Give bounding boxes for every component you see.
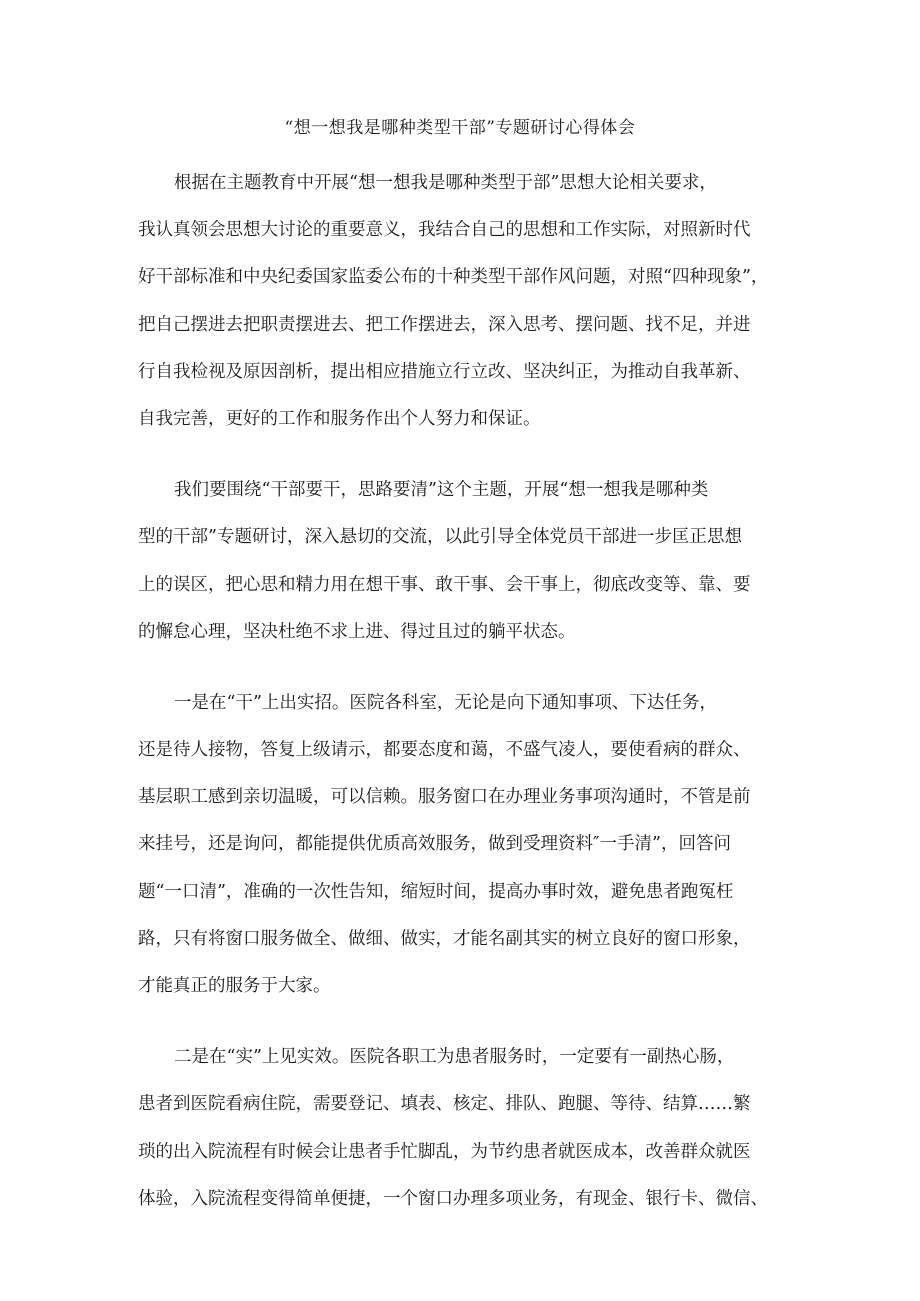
text-line: 体验，入院流程变得简单便捷，一个窗口办理多项业务，有现金、银行卡、微信、 — [138, 1188, 768, 1209]
text-line: 一是在“干”上出实招。医院各科室，无论是向下通知事项、下达任务， — [174, 692, 717, 713]
text-line: 的懈怠心理，坚决杜绝不求上进、得过且过的躺平状态。 — [138, 621, 576, 642]
text-line: 路，只有将窗口服务做全、做细、做实，才能名副其实的树立良好的窗口形象， — [138, 928, 751, 949]
text-line: 基层职工感到亲切温暖，可以信赖。服务窗口在办理业务事项沟通时，不管是前 — [138, 787, 751, 808]
text-line: 我认真领会思想大讨论的重要意义，我结合自己的思想和工作实际，对照新时代 — [138, 220, 751, 241]
paragraph-theme — [138, 467, 798, 656]
text-line: 自我完善，更好的工作和服务作出个人努力和保证。 — [138, 408, 541, 429]
paragraph-intro — [138, 160, 798, 443]
text-line: 我们要围绕“干部要干，思路要清”这个主题，开展“想一想我是哪种类 — [174, 480, 709, 501]
document-title: “想一想我是哪种类型干部”专题研讨心得体会 — [284, 118, 636, 138]
paragraph-point-one — [138, 680, 798, 1010]
text-line: 行自我检视及原因剖析，提出相应措施立行立改、坚决纠正，为推动自我革新、 — [138, 361, 751, 382]
paragraph-point-two — [138, 1034, 798, 1223]
text-line: 才能真正的服务于大家。 — [138, 976, 331, 996]
document-body — [138, 160, 798, 1247]
text-line: 好干部标准和中央纪委国家监委公布的十种类型干部作风问题，对照“四种现象”， — [138, 267, 769, 288]
text-line: 琐的出入院流程有时候会让患者手忙脚乱，为节约患者就医成本，改善群众就医 — [138, 1141, 751, 1162]
text-line: 还是待人接物，答复上级请示，都要态度和蔼，不盛气凌人，要使看病的群众、 — [138, 740, 751, 761]
text-line: 型的干部”专题研讨，深入悬切的交流，以此引导全体党员干部进一步匡正思想 — [138, 527, 742, 548]
text-line: 来挂号，还是询问，都能提供优质高效服务，做到受理资料″一手清”，回答问 — [138, 834, 731, 855]
text-line: 根据在主题教育中开展“想一想我是哪种类型于部”思想大论相关要求， — [174, 173, 717, 193]
text-line: 上的误区，把心思和精力用在想干事、敢干事、会干事上，彻底改变等、靠、要 — [138, 574, 751, 595]
text-line: 题“一口清”，准确的一次性告知，缩短时间，提高办事时效，避免患者跑冤枉 — [138, 881, 734, 902]
text-line: 患者到医院看病住院，需要登记、填表、核定、排队、跑腿、等待、结算……繁 — [138, 1094, 751, 1115]
text-line: 把自己摆进去把职责摆进去、把工作摆进去，深入思考、摆问题、找不足，并进 — [138, 314, 751, 335]
text-line: 二是在“实”上见实效。医院各职工为患者服务时，一定要有一副热心肠， — [174, 1047, 735, 1068]
